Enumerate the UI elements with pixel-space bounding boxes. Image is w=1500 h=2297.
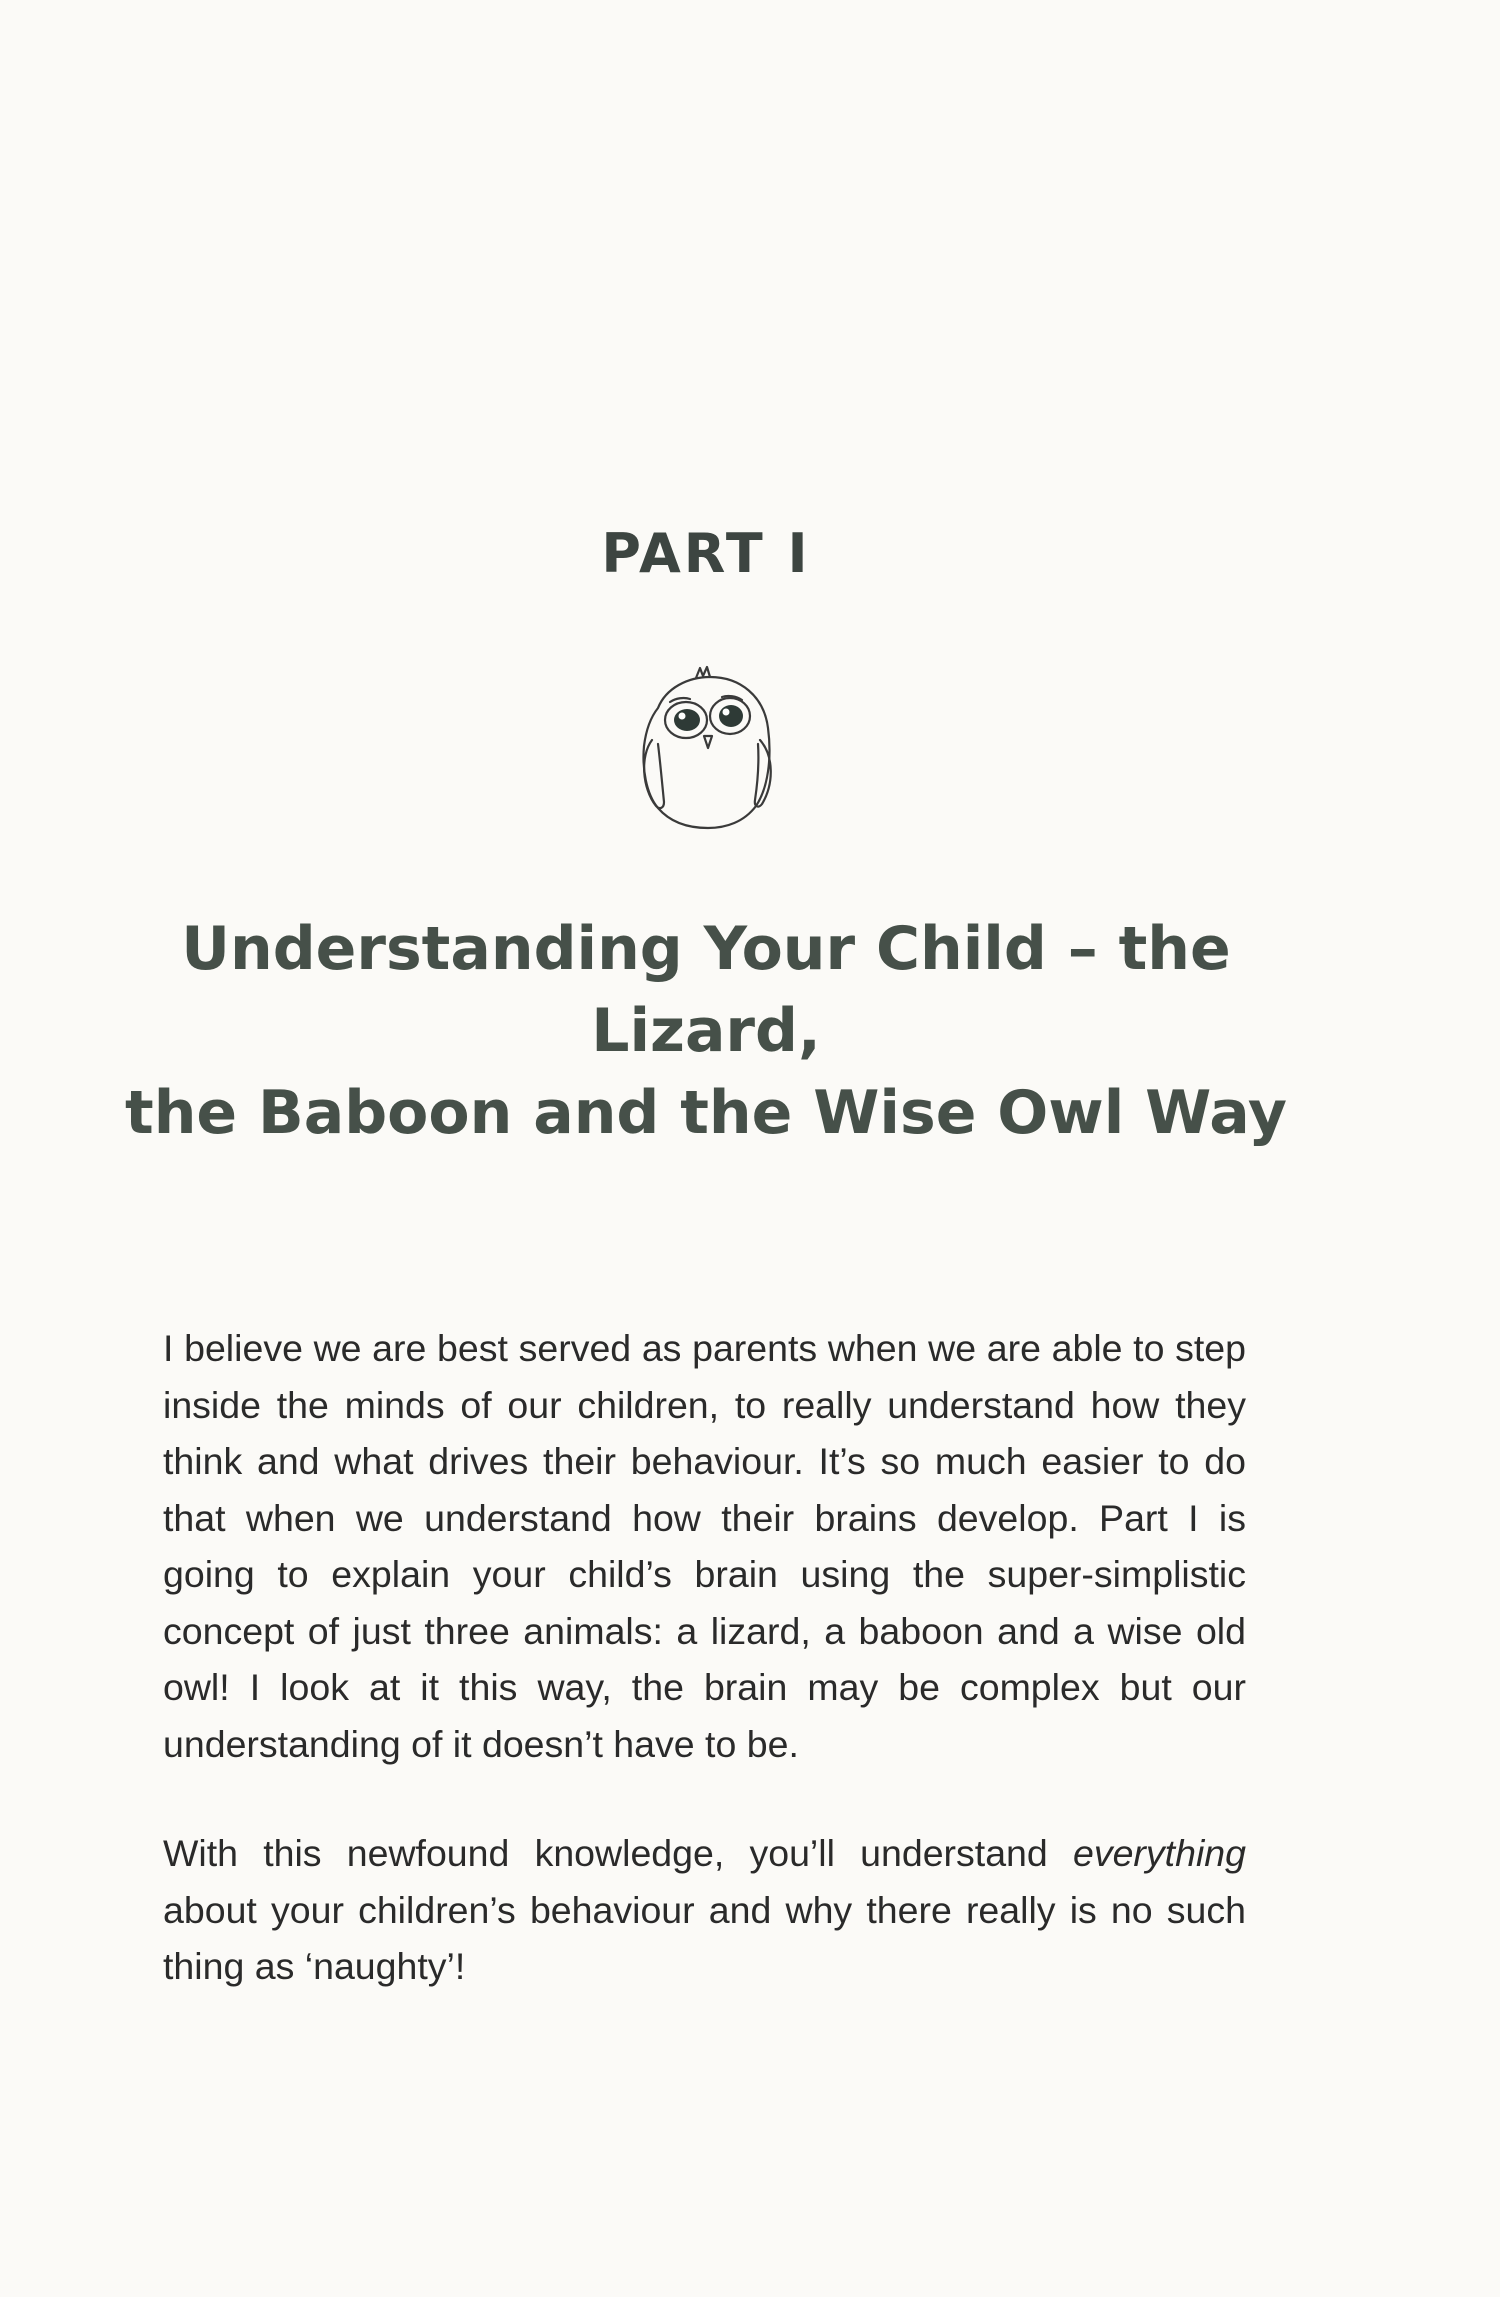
chapter-title-line-2: the Baboon and the Wise Owl Way: [125, 1078, 1287, 1148]
paragraph-2: [163, 1825, 1246, 1995]
owl-icon: [618, 658, 798, 833]
chapter-title-line-1: Understanding Your Child – the Lizard,: [181, 914, 1231, 1066]
paragraph-2-end: about your children’s behaviour and why there really is no such thing as ‘naughty’!: [163, 1888, 1246, 1987]
part-label: PART I: [601, 522, 811, 585]
chapter-title: [100, 908, 1312, 1154]
paragraph-1: I believe we are best served as parents when we are able to step inside the minds of our children, to really understand how they think and what drives their behaviour. It’s so much easier to do that when we understand how their brains develop. Part I is going to explain your child’s brain using the super-simplistic concept of just three animals: a lizard, a baboon and a wise old owl! I look at it this way, the brain may be complex but our understanding of it doesn’t have to be.: [163, 1327, 1246, 1765]
paragraph-2-start: With this newfound knowledge, you’ll understand: [163, 1832, 1073, 1874]
paragraph-2-emphasis: everything: [1072, 1832, 1246, 1874]
body-text: [163, 1320, 1246, 1995]
